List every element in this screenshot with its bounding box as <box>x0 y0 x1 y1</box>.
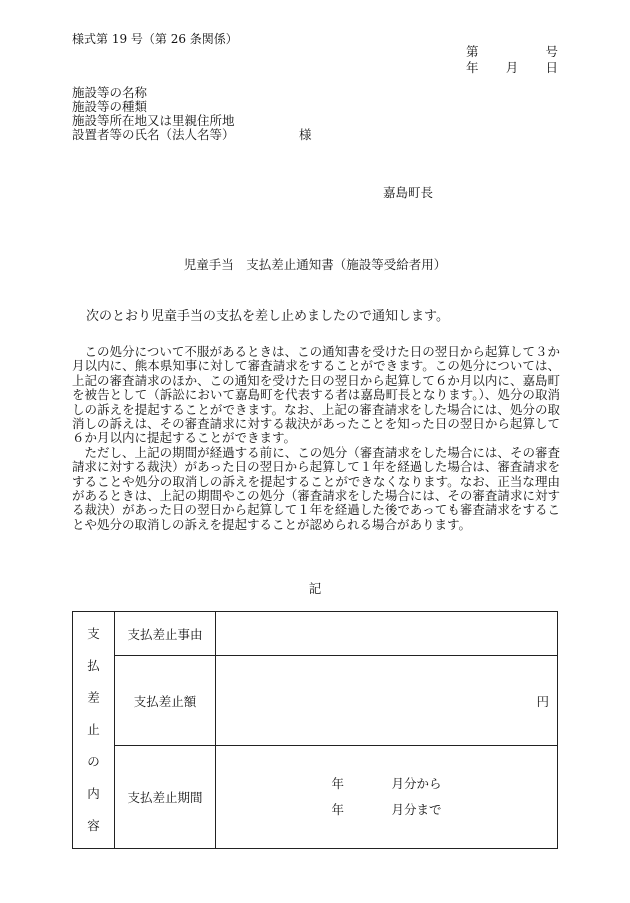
operator-name-label: 設置者等の氏名（法人名等） <box>72 127 235 142</box>
period-label-cell: 支払差止期間 <box>115 746 216 849</box>
addressee-block <box>72 85 312 142</box>
dai-label: 第 <box>466 44 479 59</box>
lead-sentence: 次のとおり児童手当の支払を差し止めましたので通知します。 <box>86 309 449 324</box>
amount-label-cell: 支払差止額 <box>115 656 216 746</box>
vertical-char: 支 <box>87 626 100 641</box>
suspension-details-table <box>72 611 558 849</box>
facility-address-label: 施設等所在地又は里親住所地 <box>72 113 235 128</box>
vertical-char: 容 <box>87 818 100 833</box>
document-number-row <box>466 44 558 60</box>
date-row <box>466 60 558 76</box>
month-label: 月 <box>505 60 519 75</box>
go-label: 号 <box>545 44 558 59</box>
appeal-paragraph-1: この処分について不服があるときは、この通知書を受けた日の翌日から起算して３か月以内に、熊本県知事に対して審査請求をすることができます。この処分については、上記の審査請求のほか、この通知を受けた日の翌日から起算して６か月以内に、嘉島町を被告として（訴訟において嘉島町を代表する者は嘉島町長となります。）、処分の取消しの訴えを提起することができます。なお、上記の審査請求をした場合には、処分の取消しの訴えは、その審査請求に対する裁決があったことを知った日の翌日から起算して６か月以内に提起することができます。 <box>72 344 560 446</box>
facility-type-label: 施設等の種類 <box>72 99 148 114</box>
period-value-cell[interactable] <box>216 746 558 849</box>
period-to-year: 年 <box>331 802 344 817</box>
period-to-row <box>216 797 557 823</box>
document-number-date <box>466 44 558 76</box>
period-from-row <box>216 771 557 797</box>
facility-name-label: 施設等の名称 <box>72 85 148 100</box>
period-to-month: 月分まで <box>391 802 442 817</box>
form-number: 様式第 19 号（第 26 条関係） <box>72 32 238 46</box>
amount-value-cell[interactable] <box>216 656 558 746</box>
vertical-char: 内 <box>87 786 100 801</box>
vertical-char: 止 <box>87 722 100 737</box>
issuer-name: 嘉島町長 <box>383 185 434 200</box>
yen-unit: 円 <box>536 693 549 709</box>
vertical-label-cell <box>73 612 115 849</box>
vertical-char: の <box>87 754 100 769</box>
appeal-notice-body <box>72 345 560 532</box>
vertical-char: 払 <box>87 658 100 673</box>
appeal-paragraph-2: ただし、上記の期間が経過する前に、この処分（審査請求をした場合には、その審査請求に対する裁決）があった日の翌日から起算して１年を経過した場合は、審査請求をすることや処分の取消しの訴えを提起することができなくなります。なお、正当な理由があるときは、上記の期間やこの処分（審査請求をした場合には、その審査請求に対する裁決）があった日の翌日から起算して１年を経過した後であっても審査請求をすることや処分の取消しの訴えを提起することが認められる場合があります。 <box>72 444 560 532</box>
year-label: 年 <box>466 60 479 75</box>
period-from-month: 月分から <box>391 776 442 791</box>
reason-label-cell: 支払差止事由 <box>115 612 216 656</box>
vertical-char: 差 <box>87 690 100 705</box>
honorific-sama: 様 <box>299 127 312 142</box>
ki-heading: 記 <box>308 581 322 596</box>
reason-value-cell[interactable] <box>216 612 558 656</box>
period-from-year: 年 <box>331 776 344 791</box>
day-label: 日 <box>545 60 558 75</box>
document-title: 児童手当 支払差止通知書（施設等受給者用） <box>183 257 447 272</box>
